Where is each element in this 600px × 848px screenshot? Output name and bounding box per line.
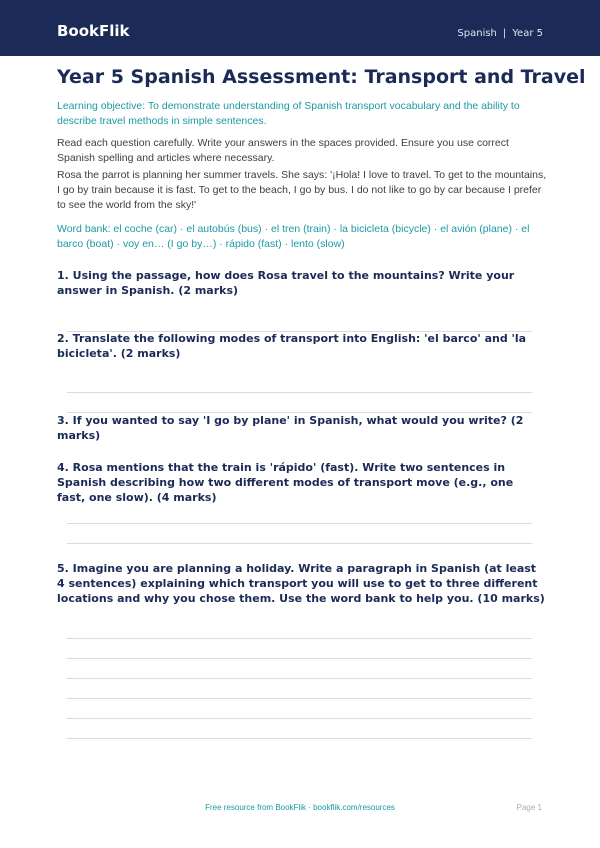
page-number: Page 1 [516,803,542,812]
answer-line[interactable] [67,698,532,699]
brand-logo: BookFlik [57,22,130,40]
question-4: 4. Rosa mentions that the train is 'rápido' (fast). Write two sentences in Spanish describing how two different modes of transport move (e.g., one fast, one slow). (4 marks) [57,461,514,504]
header-meta [457,28,543,39]
instructions: Read each question carefully. Write your answers in the spaces provided. Ensure you use correct Spanish spelling and articles where necessary. [57,137,509,164]
answer-line[interactable] [67,543,532,544]
page-header [0,0,600,56]
answer-line[interactable] [67,718,532,719]
question-1: 1. Using the passage, how does Rosa travel to the mountains? Write your answer in Spanish. (2 marks) [57,269,515,297]
learning-objective: Learning objective: To demonstrate understanding of Spanish transport vocabulary and the ability to describe travel methods in simple sentences. [57,100,520,127]
question-3: 3. If you wanted to say 'I go by plane' in Spanish, what would you write? (2 marks) [57,414,524,442]
answer-line[interactable] [67,638,532,639]
answer-line[interactable] [67,678,532,679]
question-2: 2. Translate the following modes of transport into English: 'el barco' and 'la bicicleta'. (2 marks) [57,332,527,360]
subject-label: Spanish [457,28,497,39]
reading-passage: Rosa the parrot is planning her summer travels. She says: '¡Hola! I love to travel. To get to the mountains, I go by train because it is fast. To get to the beach, I go by bus. I do not like to go by car because I prefer to see the world from the sky!' [57,169,547,211]
footer-resource-link[interactable]: Free resource from BookFlik · bookflik.com/resources [205,803,395,812]
year-label: Year 5 [512,28,543,39]
answer-line[interactable] [67,738,532,739]
page-title: Year 5 Spanish Assessment: Transport and Travel [57,66,586,88]
answer-line[interactable] [67,392,532,393]
separator: | [502,28,507,39]
answer-line[interactable] [67,523,532,524]
answer-line[interactable] [67,658,532,659]
word-bank: Word bank: el coche (car) · el autobús (bus) · el tren (train) · la bicicleta (bicycle) · el avión (plane) · el barco (boat) · voy en… (I go by…) · rápido (fast) · lento (slow) [57,223,530,250]
question-5: 5. Imagine you are planning a holiday. Write a paragraph in Spanish (at least 4 sentences) explaining which transport you will use to get to three different locations and why you chose them. Use the word bank to help you. (10 marks) [57,562,545,605]
